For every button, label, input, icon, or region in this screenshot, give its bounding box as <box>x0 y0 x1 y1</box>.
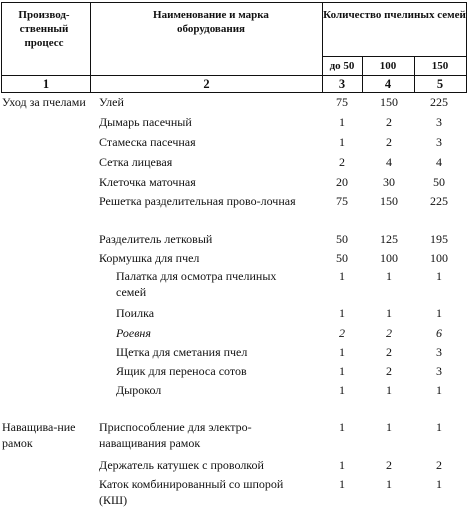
qty-150: 1 <box>436 269 442 283</box>
qty-100: 1 <box>386 269 392 283</box>
header-col-up-to-50 <box>322 59 362 73</box>
qty-150: 1 <box>436 383 442 397</box>
process-frame-waxing: Наващива-ние рамок <box>2 420 76 450</box>
item-name: Кормушка для пчел <box>99 251 200 265</box>
rule-col-1 <box>90 2 91 92</box>
item-name: Роевня <box>116 326 151 340</box>
qty-150: 1 <box>436 477 442 491</box>
qty-up-to-50: 50 <box>336 232 348 246</box>
item-name: Клеточка маточная <box>99 175 196 189</box>
header-num-2-label: 2 <box>203 77 210 91</box>
item-name: Палатка для осмотра пчелиных семей <box>116 269 277 299</box>
header-num-5-label: 5 <box>436 77 444 91</box>
qty-150: 225 <box>430 95 448 109</box>
qty-100: 1 <box>386 306 392 320</box>
qty-up-to-50: 1 <box>339 420 345 434</box>
qty-150: 50 <box>433 175 445 189</box>
qty-150: 3 <box>436 364 442 378</box>
qty-100: 2 <box>386 364 392 378</box>
qty-100: 2 <box>386 135 392 149</box>
qty-150: 3 <box>436 345 442 359</box>
qty-100: 150 <box>380 194 398 208</box>
qty-up-to-50: 1 <box>339 345 345 359</box>
header-col-100-label: 100 <box>379 60 397 72</box>
qty-100: 2 <box>386 115 392 129</box>
qty-150: 1 <box>436 420 442 434</box>
item-name: Приспособление для электро-наващивания рамок <box>99 420 252 450</box>
item-name: Разделитель летковый <box>99 232 213 246</box>
qty-150: 3 <box>436 115 442 129</box>
qty-up-to-50: 2 <box>339 155 345 169</box>
qty-100: 150 <box>380 95 398 109</box>
header-num-4-label: 4 <box>384 77 392 91</box>
header-col-up-to-50-label: до 50 <box>329 60 355 72</box>
qty-up-to-50: 1 <box>339 135 345 149</box>
header-num-4 <box>362 77 414 91</box>
item-name: Дырокол <box>116 383 162 397</box>
qty-100: 2 <box>386 326 392 340</box>
rule-col-3 <box>362 56 363 92</box>
rule-top <box>1 2 467 3</box>
qty-100: 1 <box>386 420 392 434</box>
header-equipment-label: Наименование и марка оборудования <box>153 9 269 35</box>
item-name: Дымарь пасечный <box>99 115 192 129</box>
qty-up-to-50: 20 <box>336 175 348 189</box>
qty-up-to-50: 1 <box>339 306 345 320</box>
process-bee-care: Уход за пчелами <box>2 95 86 109</box>
qty-150: 4 <box>436 155 442 169</box>
qty-100: 1 <box>386 477 392 491</box>
qty-up-to-50: 1 <box>339 477 345 491</box>
qty-up-to-50: 75 <box>336 194 348 208</box>
rule-right <box>466 2 467 92</box>
header-num-3 <box>322 77 362 91</box>
qty-up-to-50: 50 <box>336 251 348 265</box>
header-equipment <box>120 8 302 36</box>
qty-100: 100 <box>380 251 398 265</box>
qty-100: 2 <box>386 458 392 472</box>
qty-up-to-50: 1 <box>339 364 345 378</box>
qty-150: 6 <box>436 326 442 340</box>
qty-100: 2 <box>386 345 392 359</box>
qty-150: 3 <box>436 135 442 149</box>
rule-col-2 <box>322 2 323 92</box>
header-col-150-label: 150 <box>431 60 449 72</box>
item-name: Каток комбинированный со шпорой (КШ) <box>99 477 284 507</box>
qty-up-to-50: 1 <box>339 269 345 283</box>
qty-up-to-50: 1 <box>339 383 345 397</box>
item-name: Поилка <box>116 306 155 320</box>
header-col-100 <box>362 59 414 73</box>
qty-100: 1 <box>386 383 392 397</box>
item-name: Ящик для переноса сотов <box>116 364 247 378</box>
header-quantity-label: Количество пчелиных семей <box>323 9 466 21</box>
item-name: Держатель катушек с проволкой <box>99 458 264 472</box>
qty-100: 30 <box>383 175 395 189</box>
qty-150: 2 <box>436 458 442 472</box>
header-num-1-label: 1 <box>42 77 50 91</box>
qty-up-to-50: 1 <box>339 115 345 129</box>
qty-150: 225 <box>430 194 448 208</box>
item-name: Решетка разделительная прово-лочная <box>99 194 296 208</box>
qty-150: 1 <box>436 306 442 320</box>
item-name: Стамеска пасечная <box>99 135 196 149</box>
rule-left <box>1 2 2 92</box>
rule-header-bottom <box>1 75 467 76</box>
header-num-5 <box>414 77 466 91</box>
header-num-2 <box>91 77 322 91</box>
header-num-3-label: 3 <box>338 77 346 91</box>
qty-100: 125 <box>380 232 398 246</box>
header-quantity <box>322 8 467 22</box>
qty-150: 100 <box>430 251 448 265</box>
header-process <box>2 8 86 50</box>
rule-quantity-under <box>322 56 467 57</box>
qty-100: 4 <box>386 155 392 169</box>
qty-up-to-50: 75 <box>336 95 348 109</box>
header-process-label: Производ-ственный процесс <box>18 9 70 49</box>
rule-col-4 <box>414 56 415 92</box>
qty-up-to-50: 2 <box>339 326 345 340</box>
rule-numbers-bottom <box>1 92 467 93</box>
qty-150: 195 <box>430 232 448 246</box>
item-name: Сетка лицевая <box>99 155 173 169</box>
header-num-1 <box>2 77 90 91</box>
item-name: Улей <box>99 95 124 109</box>
header-col-150 <box>414 59 466 73</box>
qty-up-to-50: 1 <box>339 458 345 472</box>
item-name: Щетка для сметания пчел <box>116 345 248 359</box>
